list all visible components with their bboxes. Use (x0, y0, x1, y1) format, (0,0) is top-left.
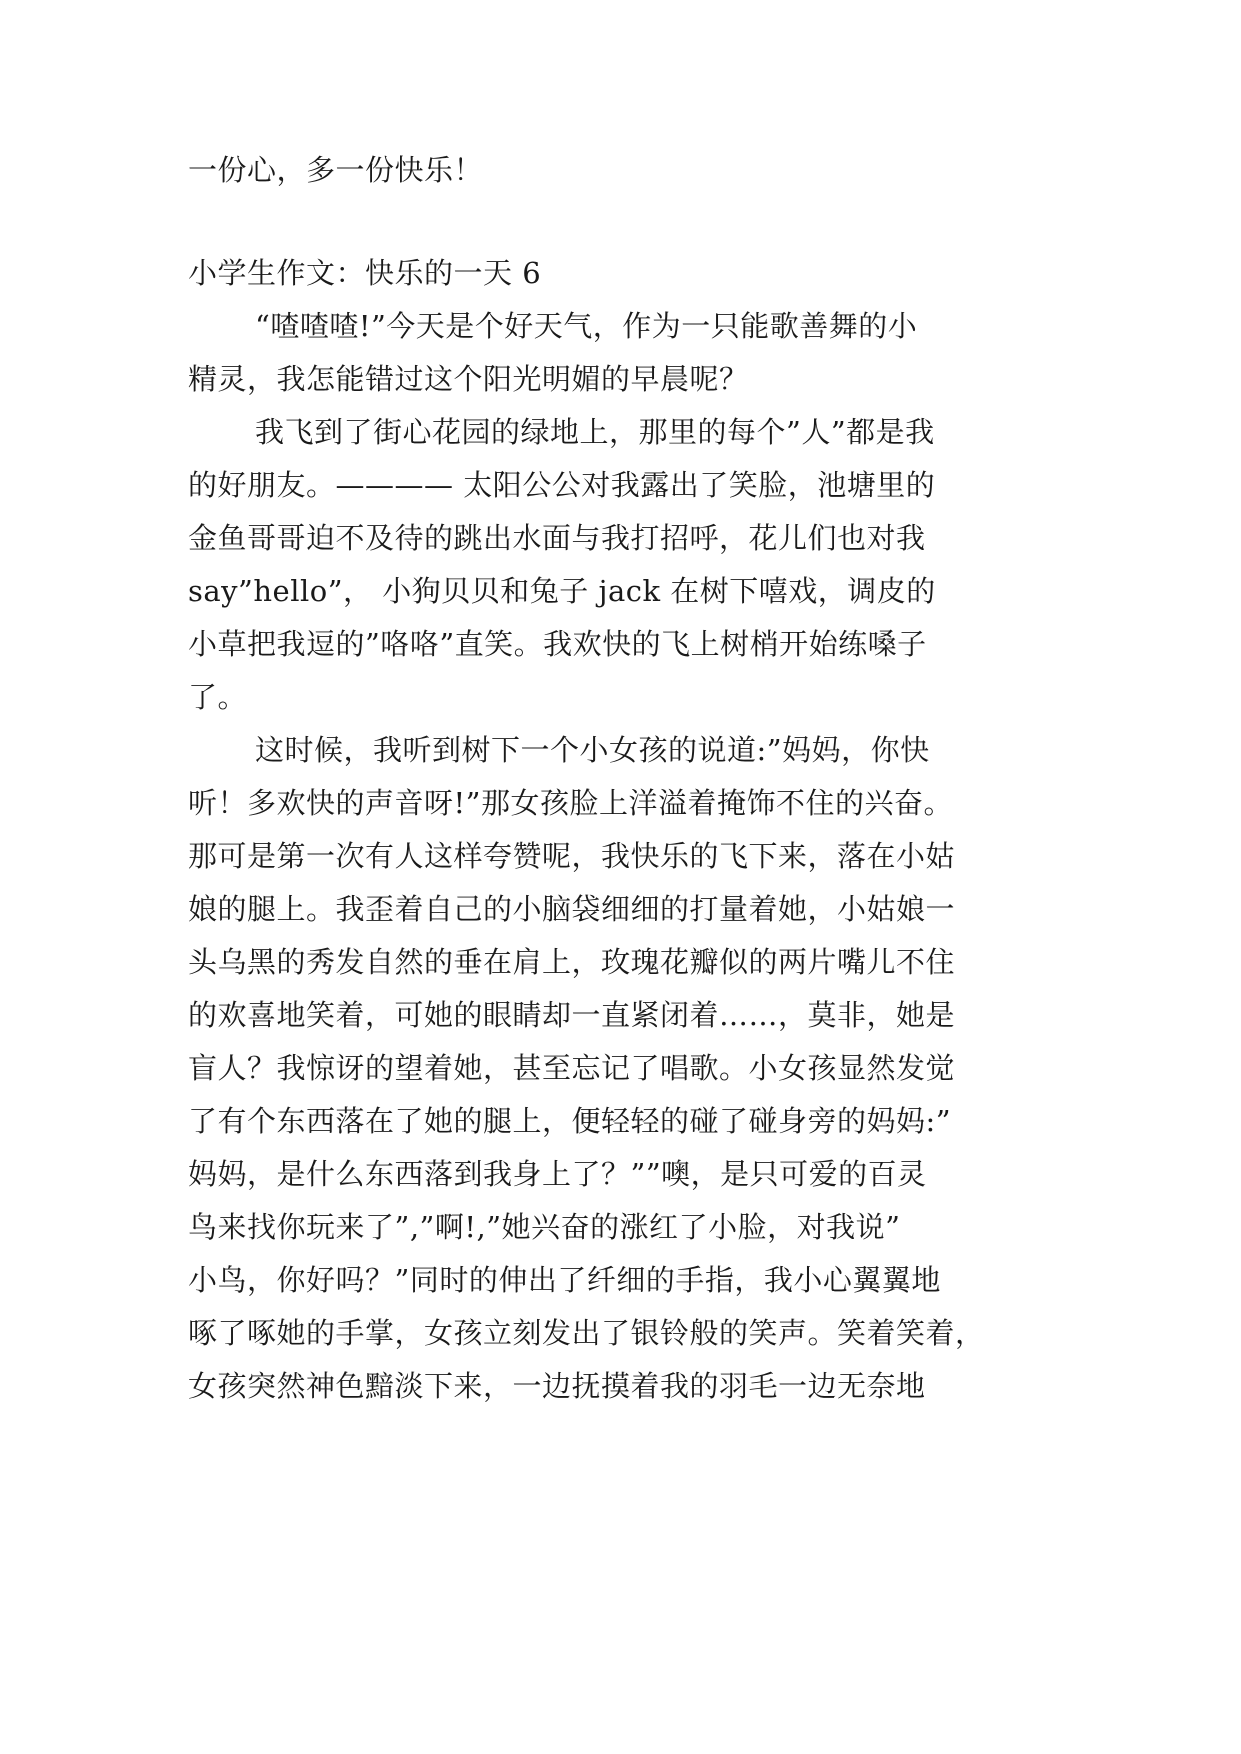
paragraph-line: 这时候，我听到树下一个小女孩的说道:”妈妈，你快 (255, 733, 930, 767)
paragraph-line: 娘的腿上。我歪着自己的小脑袋细细的打量着她，小姑娘一 (188, 892, 956, 926)
paragraph-line: 啄了啄她的手掌，女孩立刻发出了银铃般的笑声。笑着笑着， (188, 1316, 985, 1350)
paragraph-line: 精灵，我怎能错过这个阳光明媚的早晨呢？ (188, 362, 749, 396)
paragraph-line: 我飞到了街心花园的绿地上，那里的每个”人”都是我 (255, 415, 935, 449)
paragraph-line: 妈妈，是什么东西落到我身上了？””噢，是只可爱的百灵 (188, 1157, 927, 1191)
paragraph-line: say”hello”， 小狗贝贝和兔子 jack 在树下嘻戏，调皮的 (188, 574, 936, 608)
paragraph-line: 女孩突然神色黯淡下来，一边抚摸着我的羽毛一边无奈地 (188, 1369, 926, 1403)
paragraph-line: 鸟来找你玩来了”,”啊!,”她兴奋的涨红了小脸，对我说” (188, 1210, 901, 1244)
paragraph-line: 小鸟，你好吗？”同时的伸出了纤细的手指，我小心翼翼地 (188, 1263, 941, 1297)
paragraph-line: 小草把我逗的”咯咯”直笑。我欢快的飞上树梢开始练嗓子 (188, 627, 927, 661)
paragraph-line: 盲人？我惊讶的望着她，甚至忘记了唱歌。小女孩显然发觉 (188, 1051, 956, 1085)
paragraph-line: 金鱼哥哥迫不及待的跳出水面与我打招呼，花儿们也对我 (188, 521, 926, 555)
paragraph-line: 了有个东西落在了她的腿上，便轻轻的碰了碰身旁的妈妈:” (188, 1104, 952, 1138)
text-line: 一份心，多一份快乐！ (188, 153, 484, 187)
paragraph-line: “喳喳喳!”今天是个好天气，作为一只能歌善舞的小 (255, 309, 918, 343)
section-heading: 小学生作文：快乐的一天 6 (188, 256, 542, 290)
paragraph-line: 的欢喜地笑着，可她的眼睛却一直紧闭着……，莫非，她是 (188, 998, 956, 1032)
paragraph-line: 那可是第一次有人这样夸赞呢，我快乐的飞下来，落在小姑 (188, 839, 956, 873)
paragraph-line: 听！多欢快的声音呀!”那女孩脸上洋溢着掩饰不住的兴奋。 (188, 786, 953, 820)
paragraph-line: 的好朋友。———— 太阳公公对我露出了笑脸，池塘里的 (188, 468, 936, 502)
paragraph-line: 头乌黑的秀发自然的垂在肩上，玫瑰花瓣似的两片嘴儿不住 (188, 945, 956, 979)
paragraph-line: 了。 (188, 680, 248, 714)
